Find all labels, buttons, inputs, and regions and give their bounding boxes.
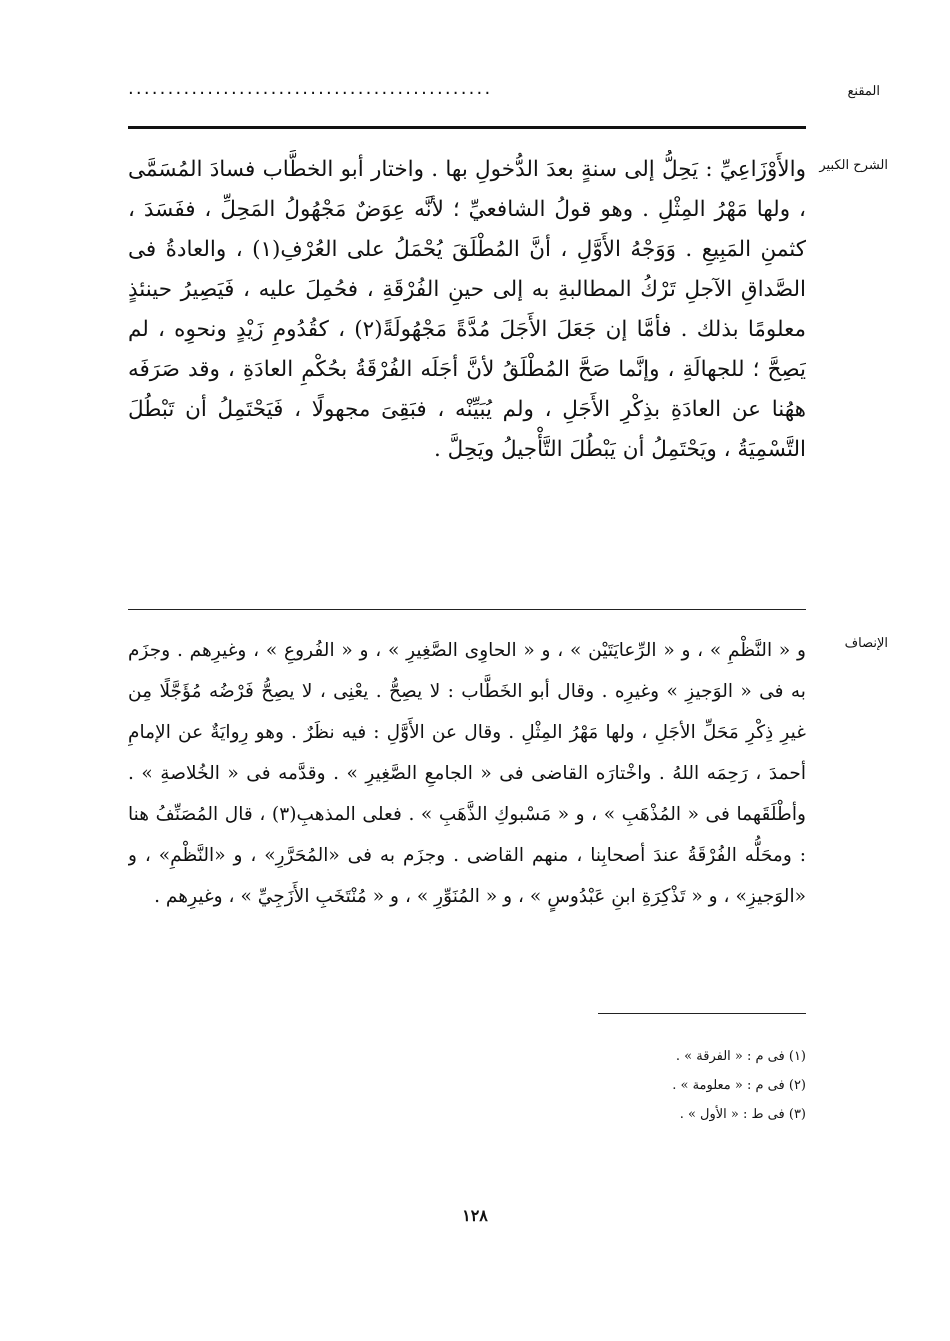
footnote-2: (٢) فى م : « معلومة » .	[672, 1078, 806, 1093]
footnote-divider	[598, 1013, 806, 1014]
insaf-body-text: و « النَّظْمِ » ، و « الرِّعايَتَيْن » ، و « الحاوِى الصَّغِيرِ » ، و « الفُروعِ » ، وغيرِهم . وجزَم به فى « الوَجيزِ » وغيرِه . وقال أبو الخَطَّاب : لا يصِحُّ . يعْنِى ، لا يصِحُّ فَرْضُه مُؤَجَّلًا مِن غيرِ ذِكْرِ مَحَلِّ الأجَلِ ، ولها مَهْرُ المِثْلِ . وقال عن الأَوَّلِ : فيه نظَرٌ . وهو رِوايَةٌ عن الإمامِ أحمدَ ، رَحِمَه اللهُ . واخْتارَه القاضى فى « الجامعِ الصَّغِيرِ » . وقدَّمه فى « الخُلاصةِ » . وأطْلَقَهما فى « المُذْهَبِ » ، و « مَسْبوكِ الذَّهَبِ » . فعلى المذهبِ(٣) ، قال المُصَنِّفُ هنا : ومحَلُّه الفُرْقَةُ عندَ أصحابِنا ، منهم القاضى . وجزَم به فى «المُحَرَّرِ» ، و «النَّظْمِ» ، و «الوَجيزِ» ، و « تَذْكِرَةِ ابنِ عَبْدُوسٍ » ، و « المُنَوِّرِ » ، و « مُنْتَخَبِ الأَزَجِيِّ » ، وغيرِهم .	[128, 640, 806, 907]
header-dotted-line: ..............................................	[128, 78, 493, 99]
header-rule	[128, 126, 806, 129]
section-divider	[128, 609, 806, 610]
footnotes	[520, 1042, 806, 1129]
footnote-1: (١) فى م : « الفرقة » .	[675, 1049, 806, 1064]
section-label-insaf: الإنصاف	[844, 636, 888, 651]
page-number: ١٢٨	[462, 1206, 488, 1225]
sharh-body-text: والأَوْزَاعِيِّ : يَحِلُّ إلى سنةٍ بعدَ الدُّخولِ بها . واختار أبو الخطَّاب فسادَ المُسَمَّى ، ولها مَهْرُ المِثْلِ . وهو قولُ الشافعيِّ ؛ لأنَّه عِوَضٌ مَجْهُولُ المَحِلِّ ، ففَسَدَ ، كثمنِ المَبِيعِ . وَوَجْهُ الأَوَّلِ ، أنَّ المُطْلَقَ يُحْمَلُ على العُرْفِ(١) ، والعادةُ فى الصَّداقِ الآجلِ تَرْكُ المطالبةِ به إلى حينِ الفُرْقَةِ ، فحُمِلَ عليه ، فَيَصِيرُ حينئذٍ معلومًا بذلك . فأمَّا إن جَعَلَ الأَجَلَ مُدَّةً مَجْهُولَةً(٢) ، كقُدُومِ زَيْدٍ ونحوِه ، لم يَصِحَّ ؛ للجهالَةِ ، وإنَّما صَحَّ المُطْلَقُ لأنَّ أجَلَه الفُرْقَةُ بحُكْمِ العادَةِ ، وقد صَرَفَه ههُنا عن العادَةِ بذِكْرِ الأَجَلِ ، ولم يُبَيِّنْه ، فبَقِىَ مجهولًا ، فَيَحْتَمِلُ أن تَبْطُلَ التَّسْمِيَةُ ، ويَحْتَمِلُ أن يَبْطُلَ التَّأْجيلُ ويَحِلَّ .	[128, 157, 806, 462]
running-header-title: المقنع	[847, 84, 880, 99]
section-label-sharh: الشرح الكبير	[819, 158, 888, 173]
footnote-3: (٣) فى ط : « الأول » .	[679, 1107, 806, 1122]
